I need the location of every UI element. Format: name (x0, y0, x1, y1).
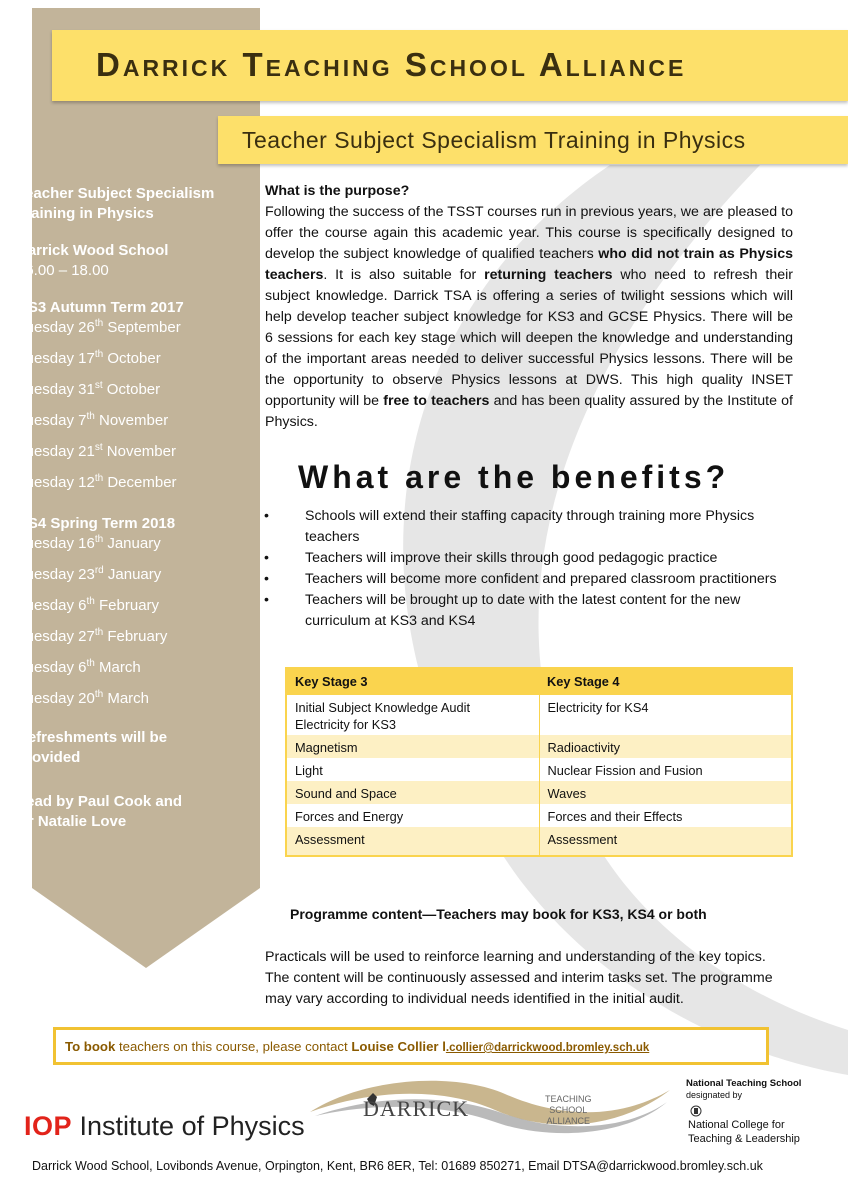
iop-logo (24, 1111, 305, 1142)
benefits-list (262, 506, 792, 632)
table-row (286, 735, 792, 758)
date-suffix: th (94, 349, 104, 360)
benefit-item: • Teachers will be brought up to date with the latest content for the new curriculum at KS3 and KS4 (262, 590, 792, 632)
booking-bold-1: To book (65, 1039, 116, 1054)
date-suffix: th (86, 596, 95, 607)
sidebar-refreshments: Refreshments will be provided (17, 729, 168, 766)
practicals-paragraph: Practicals will be used to reinforce learning and understanding of the key topics. The content will be continuously assessed and interim tasks set. The programme may vary according to individual needs identified in the initial audit. (265, 949, 773, 1007)
date-month: September (103, 319, 181, 336)
date-month: March (103, 690, 150, 707)
nts-title: National Teaching School (686, 1078, 802, 1089)
ks4-date (17, 689, 227, 720)
date-month: October (103, 350, 161, 367)
date-day: Tuesday 21 (17, 443, 95, 460)
date-day: Tuesday 23 (17, 566, 95, 583)
table-row (286, 827, 792, 856)
darrick-logo-swoosh (305, 1072, 675, 1138)
footer-address: Darrick Wood School, Lovibonds Avenue, Orpington, Kent, BR6 8ER, Tel: 01689 850271, Email DTSA@darrickwood.bromley.sch.uk (32, 1159, 763, 1173)
sidebar-ks4-dates (17, 534, 227, 720)
date-day: Tuesday 31 (17, 381, 95, 398)
tsa-line1: TEACHING (545, 1094, 592, 1104)
date-day: Tuesday 6 (17, 597, 87, 614)
table-cell-ks3: Forces and Energy (286, 804, 539, 827)
date-month: February (103, 628, 168, 645)
date-month: October (102, 381, 161, 398)
sidebar-venue-block (17, 241, 227, 281)
page-title: Darrick Teaching School Alliance (96, 46, 687, 83)
booking-text-1: teachers on this course, please contact (115, 1039, 352, 1054)
ks4-date (17, 658, 227, 689)
date-day: Tuesday 12 (17, 474, 95, 491)
date-month: March (94, 659, 141, 676)
key-stage-table-body (286, 695, 792, 856)
sidebar-lead-line1: Lead by Paul Cook and (17, 793, 183, 810)
sidebar-venue: Darrick Wood School (17, 242, 169, 259)
date-day: Tuesday 7 (17, 412, 87, 429)
subtitle-banner (218, 116, 848, 164)
table-cell-ks3: Light (286, 758, 539, 781)
date-day: Tuesday 20 (17, 690, 95, 707)
date-month: December (103, 474, 177, 491)
benefit-item: • Teachers will improve their skills through good pedagogic practice (262, 548, 792, 569)
purpose-heading: What is the purpose? (265, 183, 410, 199)
table-cell-ks4: Radioactivity (539, 735, 792, 758)
table-cell-ks3: Sound and Space (286, 781, 539, 804)
date-suffix: th (94, 689, 104, 700)
date-day: Tuesday 17 (17, 350, 95, 367)
table-cell-ks4: Forces and their Effects (539, 804, 792, 827)
table-row (286, 695, 792, 735)
date-suffix: th (94, 534, 104, 545)
purpose-paragraph (265, 202, 793, 433)
date-suffix: th (86, 411, 95, 422)
table-cell-ks4: Waves (539, 781, 792, 804)
table-row (286, 804, 792, 827)
benefits-heading: What are the benefits? (298, 459, 730, 495)
sidebar-course-title-line2: Training in Physics (17, 205, 154, 222)
table-cell-ks4: Assessment (539, 827, 792, 856)
table-header-ks4: Key Stage 4 (539, 668, 792, 695)
iop-logo-mark: IOP (24, 1111, 73, 1141)
date-month: January (103, 566, 162, 583)
table-header-ks3: Key Stage 3 (286, 668, 539, 695)
sidebar-lead (17, 792, 227, 832)
tsa-line2: SCHOOL (549, 1105, 588, 1115)
ncl-line2: Teaching & Leadership (688, 1133, 800, 1145)
sidebar-ks3-heading: KS3 Autumn Term 2017 (17, 299, 184, 316)
tsa-logo-text (545, 1094, 592, 1127)
date-suffix: th (94, 627, 104, 638)
ncl-name (688, 1118, 848, 1146)
purpose-bold-1: who did not train as Physics teachers (265, 246, 793, 283)
table-cell-ks4: Nuclear Fission and Fusion (539, 758, 792, 781)
darrick-logo-text: DARRICK (363, 1096, 470, 1121)
benefit-item: • Schools will extend their staffing capacity through training more Physics teachers (262, 506, 792, 548)
table-cell-ks3: Assessment (286, 827, 539, 856)
national-teaching-school-logo (686, 1078, 846, 1145)
sidebar-course-title-line1: Teacher Subject Specialism (17, 185, 215, 202)
date-day: Tuesday 6 (17, 659, 87, 676)
ks3-date (17, 318, 227, 349)
date-day: Tuesday 27 (17, 628, 95, 645)
ks4-date (17, 596, 227, 627)
date-suffix: th (94, 473, 104, 484)
ks3-date (17, 380, 227, 411)
crest-icon (690, 1105, 702, 1117)
date-month: February (94, 597, 160, 614)
purpose-bold-2: returning teachers (484, 267, 613, 283)
sidebar-lead-line2: Dr Natalie Love (17, 813, 127, 830)
ks3-date (17, 442, 227, 473)
ks4-date (17, 627, 227, 658)
purpose-text-3: who need to refresh their subject knowledge. Darrick TSA is offering a series of twilight sessions which will help develop teacher subject knowledge for KS3 and GCSE Physics. There will be 6 sessions for each key stage which will deepen the knowledge and understanding of the important areas needed to deliver successful Physics lessons. There will be the opportunity to observe Physics lessons at DWS. This high quality INSET opportunity will be (265, 267, 793, 409)
key-stage-table (285, 667, 793, 857)
sidebar-time: 16.00 – 18.00 (17, 262, 109, 279)
ncl-line1: National College for (688, 1119, 785, 1131)
booking-box (53, 1027, 769, 1065)
nts-designated: designated by (686, 1090, 743, 1100)
sidebar-ks4-heading: KS4 Spring Term 2018 (17, 515, 176, 532)
booking-contact-name: Louise Collier l (351, 1039, 446, 1054)
sidebar-content (17, 184, 227, 849)
ks4-date (17, 565, 227, 596)
ks3-date (17, 411, 227, 442)
purpose-text-2: . It is also suitable for (323, 267, 485, 283)
iop-logo-name: Institute of Physics (72, 1111, 305, 1141)
date-suffix: th (86, 658, 95, 669)
date-day: Tuesday 26 (17, 319, 95, 336)
sidebar-course-title (17, 184, 227, 224)
programme-heading: Programme content—Teachers may book for KS3, KS4 or both (290, 906, 707, 922)
ks4-date (17, 534, 227, 565)
tsa-line3: ALLIANCE (546, 1116, 591, 1126)
date-day: Tuesday 16 (17, 535, 95, 552)
purpose-bold-3: free to teachers (383, 393, 490, 409)
date-month: November (102, 443, 176, 460)
table-row (286, 758, 792, 781)
date-month: November (94, 412, 169, 429)
date-suffix: st (94, 442, 103, 453)
booking-text (65, 1039, 649, 1054)
purpose-text-1: Following the success of the TSST courses run in previous years, we are pleased to offer the course again this academic year. This course is specifically designed to develop the subject knowledge of qualified teachers (265, 204, 793, 262)
title-banner (52, 30, 848, 101)
sidebar-ks3-dates (17, 318, 227, 504)
table-cell-ks3: Magnetism (286, 735, 539, 758)
table-row (286, 781, 792, 804)
page-subtitle: Teacher Subject Specialism Training in Physics (242, 127, 746, 153)
ks3-date (17, 473, 227, 504)
benefit-item: • Teachers will become more confident and prepared classroom practitioners (262, 569, 792, 590)
date-suffix: th (94, 318, 104, 329)
ks3-date (17, 349, 227, 380)
purpose-text-4: and has been quality assured by the Institute of Physics. (265, 393, 793, 430)
table-cell-ks4: Electricity for KS4 (539, 695, 792, 735)
date-month: January (103, 535, 161, 552)
booking-email-link[interactable]: .collier@darrickwood.bromley.sch.uk (445, 1042, 650, 1054)
date-suffix: st (94, 380, 103, 391)
table-cell-ks3: Initial Subject Knowledge Audit Electricity for KS3 (286, 695, 539, 735)
purpose-section (265, 181, 793, 433)
date-suffix: rd (94, 565, 104, 576)
